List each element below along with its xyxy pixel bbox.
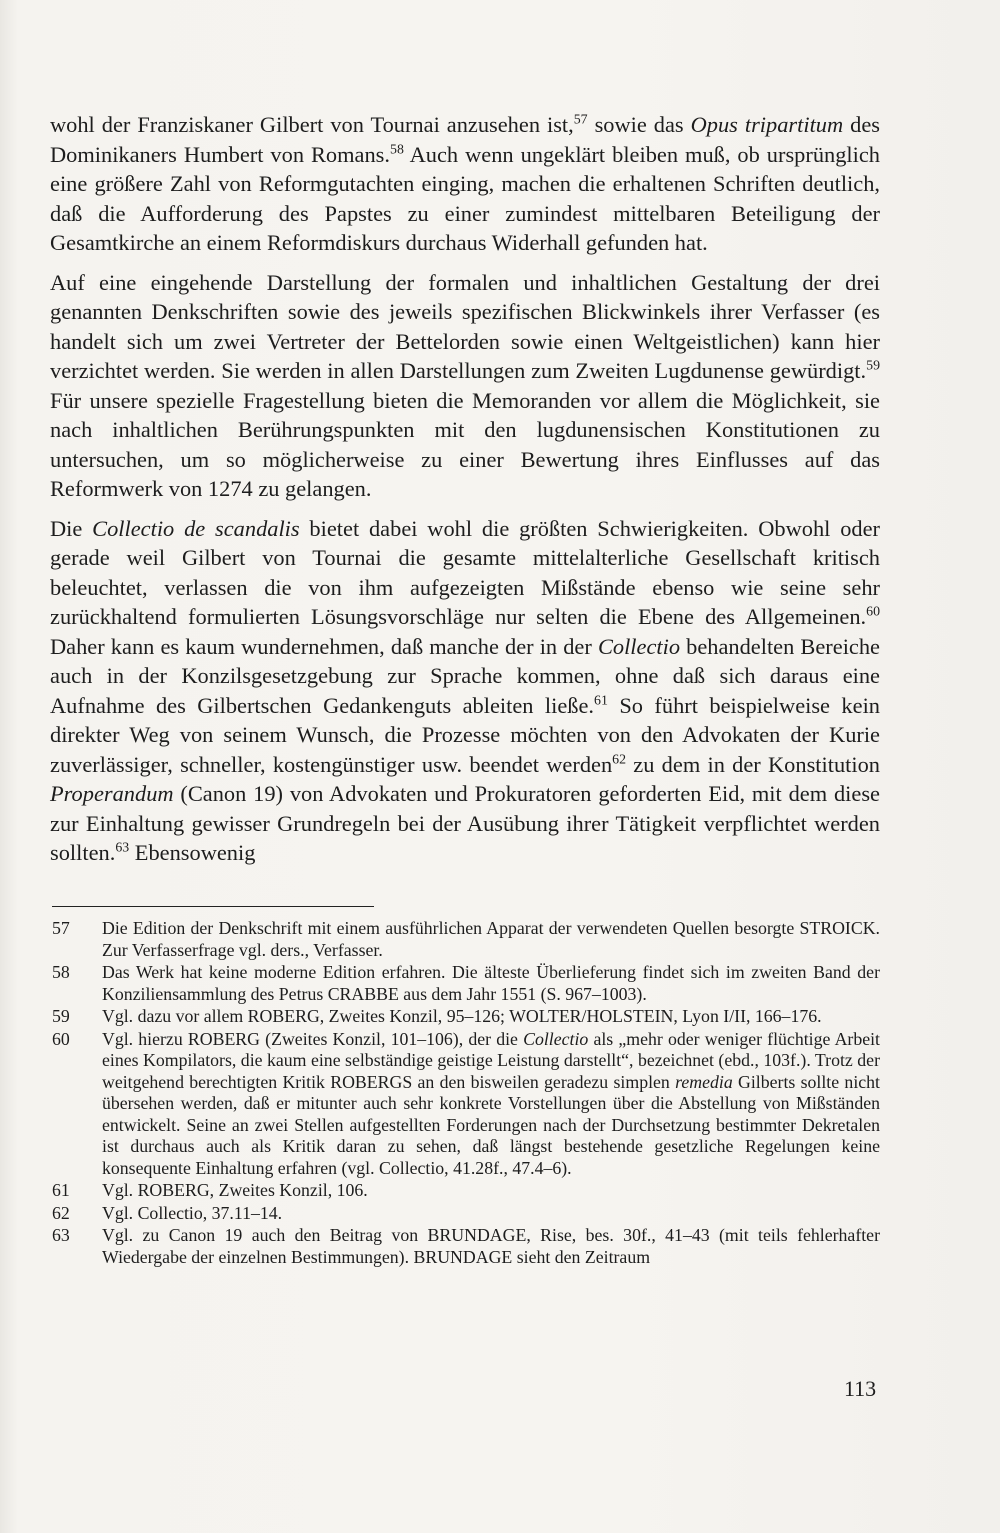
footnote-number: 57 [52, 918, 70, 938]
footnote-ref-58[interactable]: 58 [390, 142, 404, 158]
text-run: wohl der Franziskaner Gilbert von Tournai anzusehen ist, [50, 112, 574, 137]
footnote-ref-60[interactable]: 60 [866, 604, 880, 620]
work-title: Collectio de scandalis [92, 515, 300, 541]
footnote-text: Vgl. dazu vor allem ROBERG, Zweites Konzil, 95–126; WOLTER/HOLSTEIN, Lyon I/II, 166–176. [102, 1006, 822, 1026]
footnote-ref-63[interactable]: 63 [115, 840, 130, 856]
footnote-number: 58 [52, 962, 70, 982]
paragraph-3 [50, 514, 880, 868]
work-title: Properandum [50, 781, 174, 806]
footnote-number: 59 [52, 1006, 70, 1026]
text-run: So führt beispielweise kein direkter Weg von seinem Wunsch, die Prozesse möchten von den Advokaten der Kurie zuverlässiger, schneller, kostengünstiger usw. beendet werden [50, 692, 880, 777]
footnote-number: 63 [52, 1225, 70, 1245]
footnote-63 [52, 1225, 880, 1268]
work-title: Collectio [523, 1028, 589, 1049]
text-run: Daher kann es kaum wundernehmen, daß manche der in der [50, 633, 598, 659]
footnote-ref-57[interactable]: 57 [573, 112, 588, 128]
footnote-number: 61 [52, 1180, 70, 1200]
paragraph-1 [50, 110, 880, 258]
text-run: als „mehr oder weniger flüchtige Arbeit eines Kompilators, die kaum eine selbständige geistige Leistung darstellt“, bezeichnet (ebd., 103f.). Trotz der weitgehend berechtigten Kritik ROBERGS an den bisweilen geradezu simplen [102, 1028, 880, 1092]
text-run: Ebensowenig [129, 840, 256, 865]
main-text [50, 110, 880, 878]
footnote-number: 60 [52, 1028, 70, 1049]
paragraph-2 [50, 268, 880, 504]
footnote-text: Die Edition der Denkschrift mit einem ausführlichen Apparat der verwendeten Quellen besorgte STROICK. Zur Verfasserfrage vgl. ders., Verfasser. [102, 918, 880, 960]
footnote-text [102, 1029, 880, 1180]
work-title: Opus tripartitum [690, 112, 844, 137]
footnote-ref-59[interactable]: 59 [866, 358, 880, 374]
footnote-61 [52, 1180, 880, 1202]
text-run: bietet dabei wohl die größten Schwierigkeiten. Obwohl oder gerade weil Gilbert von Tournai die gesamte mittelalterliche Gesellschaft kritisch beleuchtet, verlassen die von ihm aufgezeigten Mißstände ebenso wie seine sehr zurückhaltend formulierten Lösungsvorschläge nur selten die Ebene des Allgemeinen. [50, 515, 880, 629]
text-run: Auf eine eingehende Darstellung der formalen und inhaltlichen Gestaltung der drei genannten Denkschriften sowie des jeweils spezifischen Blickwinkels ihrer Verfasser (es handelt sich um zwei Vertreter der Bettelorden sowie einen Weltgeistlichen) kann hier verzichtet werden. Sie werden in allen Darstellungen zum Zweiten Lugdunense gewürdigt. [50, 269, 880, 383]
page-number: 113 [844, 1376, 877, 1401]
latin-term: remedia [675, 1071, 733, 1092]
footnote-text: Vgl. zu Canon 19 auch den Beitrag von BRUNDAGE, Rise, bes. 30f., 41–43 (mit teils fehlerhafter Wiedergabe der einzelnen Bestimmungen). BRUNDAGE sieht den Zeitraum [102, 1225, 880, 1267]
footnotes [52, 918, 880, 1269]
footnote-59 [52, 1006, 880, 1028]
text-run: (Canon 19) von Advokaten und Prokuratoren geforderten Eid, mit dem diese zur Einhaltung gewisser Grundregeln bei der Ausübung ihrer Tätigkeit verpflichtet werden sollten. [50, 781, 880, 865]
footnote-ref-61[interactable]: 61 [594, 693, 608, 709]
text-run: Die [50, 515, 93, 541]
footnote-58 [52, 962, 880, 1005]
footnote-divider [52, 906, 374, 907]
footnote-62 [52, 1203, 880, 1225]
footnote-57 [52, 918, 880, 961]
footnote-ref-62[interactable]: 62 [612, 752, 627, 768]
footnote-text: Vgl. ROBERG, Zweites Konzil, 106. [102, 1180, 368, 1200]
footnote-text: Das Werk hat keine moderne Edition erfahren. Die älteste Überlieferung findet sich im zweiten Band der Konziliensammlung des Petrus CRABBE aus dem Jahr 1551 (S. 967–1003). [102, 962, 880, 1004]
text-run: Für unsere spezielle Fragestellung bieten die Memoranden vor allem die Möglichkeit, sie nach inhaltlichen Berührungspunkten mit den lugdunensischen Konstitutionen zu untersuchen, um so möglicherweise zu einer Bewertung ihres Einflusses auf das Reformwerk von 1274 zu gelangen. [50, 387, 880, 501]
footnote-number: 62 [52, 1202, 70, 1223]
text-run: zu dem in der Konstitution [626, 751, 880, 777]
text-run: sowie das [587, 112, 691, 137]
footnote-text: Vgl. Collectio, 37.11–14. [102, 1202, 283, 1223]
text-run: Vgl. hierzu ROBERG (Zweites Konzil, 101–106), der die [102, 1028, 524, 1049]
work-title: Collectio [597, 633, 681, 659]
footnote-60 [52, 1029, 880, 1180]
text-run: Gilberts sollte nicht übersehen werden, daß er mitunter auch sehr konkrete Vorstellungen über die Abstellung von Mißständen entwickelt. Seine an zwei Stellen aufgestellten Forderungen nach der Durchsetzung bestimmter Dekretalen ist durchaus auch als Kritik daran zu sehen, daß längst bestehende gesetzliche Regelungen keine konsequente Einhaltung erfahren (vgl. Collectio, 41.28f., 47.4–6). [102, 1071, 880, 1178]
text-run: behandelten Bereiche auch in der Konzilsgesetzgebung zur Sprache kommen, ohne daß sich daraus eine Aufnahme des Gilbertschen Gedankenguts ableiten ließe. [50, 633, 880, 718]
text-run: des Dominikaners Humbert von Romans. [50, 112, 880, 167]
text-run: Auch wenn ungeklärt bleiben muß, ob ursprünglich eine größere Zahl von Reformgutachten einging, machen die erhaltenen Schriften deutlich, daß die Aufforderung des Papstes zu einer zumindest mittelbaren Beteiligung der Gesamtkirche an einem Reformdiskurs durchaus Widerhall gefunden hat. [50, 141, 880, 255]
